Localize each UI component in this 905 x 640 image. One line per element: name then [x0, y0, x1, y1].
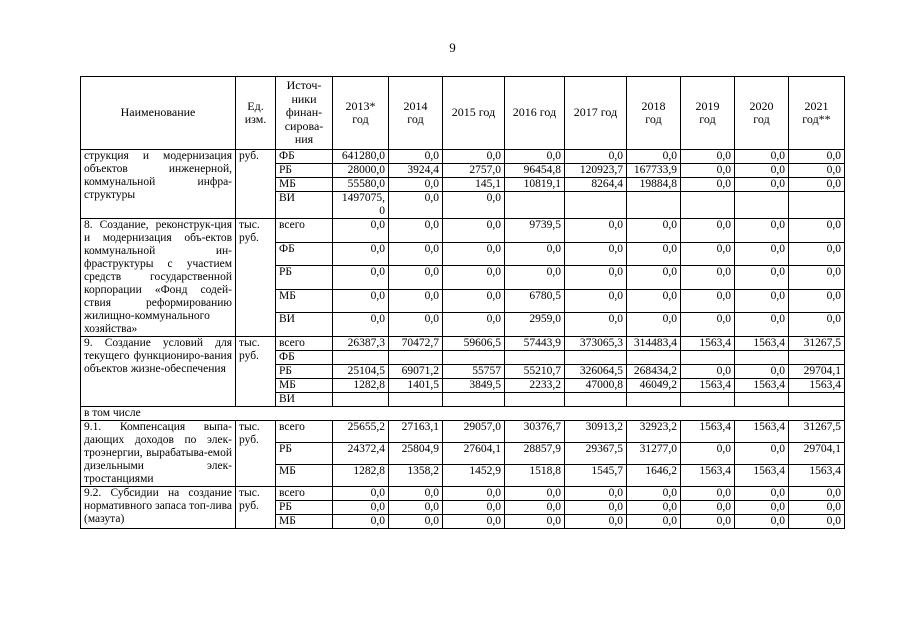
- header-row: [81, 77, 845, 150]
- value-cell: 0,0: [735, 365, 789, 379]
- value-cell: 47000,8: [565, 379, 627, 393]
- value-cell: 1563,4: [789, 465, 845, 487]
- funding-source: МБ: [276, 379, 333, 393]
- item-name-text: струкция и модернизация объектов инженерной, коммунальной инфра-структуры: [84, 150, 232, 201]
- value-cell: 0,0: [389, 219, 443, 243]
- value-cell: 0,0: [789, 289, 845, 313]
- value-cell: 0,0: [681, 443, 735, 465]
- value-cell: 2233,2: [505, 379, 565, 393]
- value-cell: 28000,0: [333, 164, 389, 178]
- value-cell: [735, 192, 789, 219]
- value-cell: 0,0: [681, 501, 735, 515]
- value-cell: 0,0: [333, 219, 389, 243]
- value-cell: 1563,4: [681, 337, 735, 351]
- value-cell: 0,0: [389, 313, 443, 337]
- page-number: 9: [449, 40, 456, 55]
- value-cell: [627, 351, 681, 365]
- value-cell: 0,0: [505, 487, 565, 501]
- value-cell: [333, 351, 389, 365]
- value-cell: 30913,2: [565, 421, 627, 443]
- value-cell: 2757,0: [443, 164, 505, 178]
- value-cell: 1563,4: [681, 421, 735, 443]
- value-cell: 0,0: [627, 501, 681, 515]
- value-cell: 0,0: [789, 487, 845, 501]
- value-cell: [735, 351, 789, 365]
- value-cell: 0,0: [789, 164, 845, 178]
- value-cell: 57443,9: [505, 337, 565, 351]
- table-body: [81, 150, 845, 529]
- item-name-text: 9. Создание условий для текущего функциониро-вания объектов жизне-обеспечения: [84, 337, 232, 375]
- value-cell: 0,0: [789, 313, 845, 337]
- value-cell: 0,0: [681, 365, 735, 379]
- table-row: [81, 421, 845, 443]
- value-cell: 0,0: [389, 289, 443, 313]
- value-cell: [505, 192, 565, 219]
- value-cell: 29704,1: [789, 443, 845, 465]
- subheader-text: в том числе: [81, 407, 845, 421]
- value-cell: [389, 393, 443, 407]
- value-cell: 326064,5: [565, 365, 627, 379]
- funding-source: МБ: [276, 465, 333, 487]
- value-cell: [681, 393, 735, 407]
- budget-table: [80, 76, 845, 529]
- value-cell: 31267,5: [789, 421, 845, 443]
- funding-source: ФБ: [276, 150, 333, 164]
- value-cell: 59606,5: [443, 337, 505, 351]
- value-cell: 0,0: [681, 313, 735, 337]
- value-cell: [505, 351, 565, 365]
- value-cell: 145,1: [443, 178, 505, 192]
- header-year: 2013* год: [333, 77, 389, 150]
- item-name-text: 9.1. Компенсация выпа-дающих доходов по элек-троэнергии, вырабатыва-емой дизельными элек-тростанциями: [84, 421, 232, 485]
- value-cell: 0,0: [681, 487, 735, 501]
- value-cell: 1563,4: [681, 379, 735, 393]
- value-cell: 30376,7: [505, 421, 565, 443]
- value-cell: 0,0: [627, 266, 681, 290]
- value-cell: 1563,4: [681, 465, 735, 487]
- value-cell: [565, 393, 627, 407]
- value-cell: 0,0: [789, 501, 845, 515]
- header-name: Наименование: [81, 77, 236, 150]
- value-cell: 1563,4: [735, 379, 789, 393]
- header-year: 2017 год: [565, 77, 627, 150]
- value-cell: 46049,2: [627, 379, 681, 393]
- value-cell: 0,0: [443, 150, 505, 164]
- value-cell: 1545,7: [565, 465, 627, 487]
- value-cell: 27604,1: [443, 443, 505, 465]
- value-cell: 0,0: [443, 487, 505, 501]
- value-cell: [789, 351, 845, 365]
- value-cell: 0,0: [681, 219, 735, 243]
- value-cell: 0,0: [565, 313, 627, 337]
- value-cell: 1497075, 0: [333, 192, 389, 219]
- funding-source: всего: [276, 219, 333, 243]
- value-cell: 0,0: [333, 487, 389, 501]
- value-cell: 69071,2: [389, 365, 443, 379]
- value-cell: 0,0: [627, 487, 681, 501]
- value-cell: 0,0: [735, 443, 789, 465]
- funding-source: ФБ: [276, 351, 333, 365]
- funding-source: РБ: [276, 443, 333, 465]
- header-year: 2018 год: [627, 77, 681, 150]
- funding-source: РБ: [276, 164, 333, 178]
- value-cell: 1452,9: [443, 465, 505, 487]
- value-cell: 1401,5: [389, 379, 443, 393]
- funding-source: РБ: [276, 266, 333, 290]
- funding-source: всего: [276, 337, 333, 351]
- value-cell: 0,0: [789, 515, 845, 529]
- value-cell: [389, 351, 443, 365]
- value-cell: 0,0: [735, 242, 789, 266]
- value-cell: 19884,8: [627, 178, 681, 192]
- value-cell: 3924,4: [389, 164, 443, 178]
- item-name: [81, 150, 236, 219]
- value-cell: 0,0: [735, 487, 789, 501]
- value-cell: 1646,2: [627, 465, 681, 487]
- header-year: 2015 год: [443, 77, 505, 150]
- value-cell: [789, 192, 845, 219]
- value-cell: 24372,4: [333, 443, 389, 465]
- funding-source: МБ: [276, 515, 333, 529]
- item-unit: руб.: [236, 150, 276, 219]
- item-unit: тыс. руб.: [236, 421, 276, 487]
- funding-source: ВИ: [276, 393, 333, 407]
- item-unit: тыс. руб.: [236, 219, 276, 337]
- item-name: [81, 219, 236, 337]
- value-cell: 0,0: [565, 219, 627, 243]
- value-cell: 31277,0: [627, 443, 681, 465]
- value-cell: 1358,2: [389, 465, 443, 487]
- value-cell: 3849,5: [443, 379, 505, 393]
- value-cell: 0,0: [505, 150, 565, 164]
- value-cell: 55210,7: [505, 365, 565, 379]
- value-cell: 120923,7: [565, 164, 627, 178]
- value-cell: [681, 351, 735, 365]
- value-cell: 32923,2: [627, 421, 681, 443]
- funding-source: ВИ: [276, 313, 333, 337]
- value-cell: 55757: [443, 365, 505, 379]
- value-cell: 2959,0: [505, 313, 565, 337]
- value-cell: 0,0: [565, 515, 627, 529]
- value-cell: 0,0: [333, 313, 389, 337]
- value-cell: 0,0: [565, 501, 627, 515]
- value-cell: 0,0: [389, 501, 443, 515]
- item-name-text: 9.2. Субсидии на создание нормативного запаса топ-лива (мазута): [84, 487, 232, 525]
- value-cell: 0,0: [681, 515, 735, 529]
- value-cell: [681, 192, 735, 219]
- item-unit: тыс. руб.: [236, 337, 276, 407]
- value-cell: 0,0: [627, 313, 681, 337]
- value-cell: 0,0: [505, 266, 565, 290]
- funding-source: всего: [276, 421, 333, 443]
- value-cell: 25804,9: [389, 443, 443, 465]
- value-cell: 0,0: [735, 164, 789, 178]
- value-cell: 0,0: [333, 501, 389, 515]
- value-cell: [443, 393, 505, 407]
- value-cell: 25655,2: [333, 421, 389, 443]
- value-cell: 0,0: [735, 266, 789, 290]
- value-cell: 0,0: [443, 242, 505, 266]
- value-cell: 641280,0: [333, 150, 389, 164]
- value-cell: 0,0: [389, 150, 443, 164]
- value-cell: [505, 393, 565, 407]
- value-cell: 0,0: [789, 219, 845, 243]
- value-cell: 0,0: [565, 150, 627, 164]
- value-cell: 70472,7: [389, 337, 443, 351]
- item-unit: тыс. руб.: [236, 487, 276, 529]
- value-cell: 55580,0: [333, 178, 389, 192]
- value-cell: 0,0: [443, 266, 505, 290]
- value-cell: 0,0: [389, 178, 443, 192]
- value-cell: 0,0: [681, 164, 735, 178]
- value-cell: 26387,3: [333, 337, 389, 351]
- item-name-text: 8. Создание, реконструк-ция и модернизация объ-ектов коммунальной ин-фраструктуры с участием средств государственной корпорации «Фонд содей-ствия реформированию жилищно-коммунального хозяйства»: [84, 219, 232, 335]
- value-cell: 167733,9: [627, 164, 681, 178]
- value-cell: 0,0: [443, 219, 505, 243]
- value-cell: [735, 393, 789, 407]
- value-cell: 10819,1: [505, 178, 565, 192]
- value-cell: 0,0: [735, 289, 789, 313]
- value-cell: 27163,1: [389, 421, 443, 443]
- value-cell: 0,0: [389, 266, 443, 290]
- value-cell: 314483,4: [627, 337, 681, 351]
- header-year: 2019 год: [681, 77, 735, 150]
- value-cell: 0,0: [443, 501, 505, 515]
- table-row: [81, 487, 845, 501]
- value-cell: 0,0: [735, 219, 789, 243]
- value-cell: 6780,5: [505, 289, 565, 313]
- value-cell: 0,0: [333, 266, 389, 290]
- header-year: 2021 год**: [789, 77, 845, 150]
- value-cell: 96454,8: [505, 164, 565, 178]
- value-cell: 31267,5: [789, 337, 845, 351]
- funding-source: ВИ: [276, 192, 333, 219]
- header-year: 2016 год: [505, 77, 565, 150]
- funding-source: всего: [276, 487, 333, 501]
- value-cell: 29704,1: [789, 365, 845, 379]
- value-cell: 0,0: [627, 242, 681, 266]
- table-row: [81, 219, 845, 243]
- value-cell: 1563,4: [789, 379, 845, 393]
- value-cell: 1563,4: [735, 337, 789, 351]
- value-cell: [627, 393, 681, 407]
- value-cell: 0,0: [333, 289, 389, 313]
- value-cell: 29057,0: [443, 421, 505, 443]
- value-cell: 268434,2: [627, 365, 681, 379]
- funding-source: РБ: [276, 365, 333, 379]
- item-name: [81, 421, 236, 487]
- value-cell: 1563,4: [735, 421, 789, 443]
- value-cell: 0,0: [333, 515, 389, 529]
- value-cell: 0,0: [565, 242, 627, 266]
- value-cell: 0,0: [735, 515, 789, 529]
- value-cell: 25104,5: [333, 365, 389, 379]
- value-cell: 1282,8: [333, 465, 389, 487]
- value-cell: 8264,4: [565, 178, 627, 192]
- value-cell: 1282,8: [333, 379, 389, 393]
- value-cell: 28857,9: [505, 443, 565, 465]
- value-cell: 0,0: [505, 242, 565, 266]
- funding-source: ФБ: [276, 242, 333, 266]
- value-cell: 0,0: [681, 242, 735, 266]
- value-cell: 0,0: [565, 266, 627, 290]
- value-cell: 0,0: [505, 501, 565, 515]
- header-unit: Ед. изм.: [236, 77, 276, 150]
- value-cell: [627, 192, 681, 219]
- value-cell: 1563,4: [735, 465, 789, 487]
- value-cell: 0,0: [443, 515, 505, 529]
- table-row: [81, 150, 845, 164]
- value-cell: 0,0: [735, 178, 789, 192]
- value-cell: 9739,5: [505, 219, 565, 243]
- value-cell: 0,0: [627, 515, 681, 529]
- value-cell: 0,0: [789, 266, 845, 290]
- header-source: Источ- ники финан- сирова- ния: [276, 77, 333, 150]
- value-cell: [565, 351, 627, 365]
- value-cell: 29367,5: [565, 443, 627, 465]
- value-cell: 0,0: [505, 515, 565, 529]
- value-cell: 0,0: [443, 313, 505, 337]
- value-cell: 0,0: [681, 178, 735, 192]
- value-cell: 1518,8: [505, 465, 565, 487]
- value-cell: 0,0: [333, 242, 389, 266]
- funding-source: РБ: [276, 501, 333, 515]
- value-cell: 0,0: [443, 289, 505, 313]
- item-name: [81, 487, 236, 529]
- value-cell: [565, 192, 627, 219]
- value-cell: 0,0: [627, 150, 681, 164]
- value-cell: 0,0: [627, 219, 681, 243]
- value-cell: 0,0: [627, 289, 681, 313]
- value-cell: [789, 393, 845, 407]
- value-cell: 0,0: [681, 266, 735, 290]
- value-cell: 0,0: [389, 515, 443, 529]
- value-cell: 0,0: [565, 487, 627, 501]
- value-cell: 0,0: [443, 192, 505, 219]
- value-cell: 0,0: [389, 487, 443, 501]
- value-cell: 373065,3: [565, 337, 627, 351]
- value-cell: 0,0: [789, 242, 845, 266]
- value-cell: 0,0: [681, 289, 735, 313]
- value-cell: 0,0: [389, 242, 443, 266]
- table-row: [81, 337, 845, 351]
- value-cell: 0,0: [735, 150, 789, 164]
- value-cell: 0,0: [735, 501, 789, 515]
- value-cell: 0,0: [681, 150, 735, 164]
- value-cell: 0,0: [789, 178, 845, 192]
- value-cell: [333, 393, 389, 407]
- header-year: 2020 год: [735, 77, 789, 150]
- item-name: [81, 337, 236, 407]
- value-cell: 0,0: [789, 150, 845, 164]
- value-cell: 0,0: [389, 192, 443, 219]
- funding-source: МБ: [276, 178, 333, 192]
- value-cell: 0,0: [565, 289, 627, 313]
- header-year: 2014 год: [389, 77, 443, 150]
- funding-source: МБ: [276, 289, 333, 313]
- value-cell: [443, 351, 505, 365]
- subheader-row: [81, 407, 845, 421]
- value-cell: 0,0: [735, 313, 789, 337]
